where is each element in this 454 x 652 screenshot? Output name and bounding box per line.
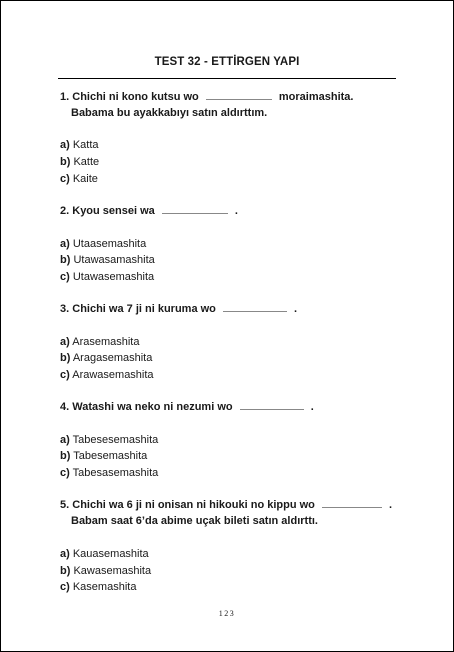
option-c xyxy=(60,367,154,383)
option-c xyxy=(60,465,158,481)
page-title: TEST 32 - ETTİRGEN YAPI xyxy=(154,56,300,68)
option-letter: a) xyxy=(60,434,70,446)
option-letter: b) xyxy=(60,352,71,364)
question-number: 1. xyxy=(60,91,70,103)
option-text: Tabesesemashita xyxy=(72,434,159,446)
question-text-end: moraimashita. xyxy=(278,91,354,103)
option-letter: a) xyxy=(60,238,70,250)
option-text: Kauasemashita xyxy=(72,548,149,560)
option-letter: c) xyxy=(60,173,70,185)
option-a xyxy=(60,334,140,350)
option-a xyxy=(60,137,99,153)
question-text-end: . xyxy=(310,401,314,413)
question-text: Chichi ni kono kutsu wo xyxy=(72,91,199,103)
question-text: Chichi wa 6 ji ni onisan ni hikouki no kippu wo xyxy=(72,499,315,511)
question-translation: Babama bu ayakkabıyı satın aldırttım. xyxy=(71,107,268,119)
option-a xyxy=(60,236,146,252)
option-letter: b) xyxy=(60,565,71,577)
option-b xyxy=(60,448,147,464)
question-text-end: . xyxy=(389,499,393,511)
option-letter: a) xyxy=(60,139,70,151)
option-letter: a) xyxy=(60,548,70,560)
question-number: 2. xyxy=(60,205,70,217)
question-4 xyxy=(60,399,413,415)
option-letter: b) xyxy=(60,450,71,462)
option-text: Katte xyxy=(73,156,100,168)
option-b xyxy=(60,154,99,170)
question-text-end: . xyxy=(294,303,298,315)
option-text: Utawasamashita xyxy=(73,254,155,266)
option-c xyxy=(60,579,136,595)
option-letter: b) xyxy=(60,156,71,168)
question-number: 3. xyxy=(60,303,70,315)
option-letter: a) xyxy=(60,336,70,348)
question-1 xyxy=(60,89,413,121)
answer-blank xyxy=(206,89,272,100)
option-c xyxy=(60,269,154,285)
question-3 xyxy=(60,301,413,317)
question-number: 5. xyxy=(60,499,70,511)
question-text: Kyou sensei wa xyxy=(72,205,155,217)
title-divider xyxy=(58,78,396,79)
option-b xyxy=(60,350,152,366)
page-number: 123 xyxy=(218,609,236,618)
answer-blank xyxy=(223,301,287,312)
question-text: Chichi wa 7 ji ni kuruma wo xyxy=(72,303,216,315)
option-text: Arawasemashita xyxy=(72,369,154,381)
answer-blank xyxy=(240,399,304,410)
option-b xyxy=(60,563,151,579)
question-number: 4. xyxy=(60,401,70,413)
option-text: Utaasemashita xyxy=(72,238,147,250)
option-letter: c) xyxy=(60,271,70,283)
option-letter: c) xyxy=(60,467,70,479)
question-2 xyxy=(60,203,413,219)
question-text: Watashi wa neko ni nezumi wo xyxy=(72,401,233,413)
option-text: Kaite xyxy=(72,173,98,185)
option-text: Arasemashita xyxy=(72,336,140,348)
question-text-end: . xyxy=(234,205,238,217)
option-text: Aragasemashita xyxy=(72,352,153,364)
option-letter: c) xyxy=(60,581,70,593)
option-text: Tabesemashita xyxy=(73,450,148,462)
option-text: Utawasemashita xyxy=(72,271,155,283)
option-letter: b) xyxy=(60,254,71,266)
option-c xyxy=(60,171,98,187)
option-a xyxy=(60,432,158,448)
option-text: Kasemashita xyxy=(72,581,137,593)
option-a xyxy=(60,546,149,562)
option-text: Kawasemashita xyxy=(73,565,152,577)
question-5 xyxy=(60,497,413,529)
option-text: Tabesasemashita xyxy=(72,467,159,479)
option-b xyxy=(60,252,155,268)
option-letter: c) xyxy=(60,369,70,381)
option-text: Katta xyxy=(72,139,99,151)
answer-blank xyxy=(162,203,228,214)
question-translation: Babam saat 6’da abime uçak bileti satın aldırttı. xyxy=(71,515,318,527)
answer-blank xyxy=(322,497,382,508)
